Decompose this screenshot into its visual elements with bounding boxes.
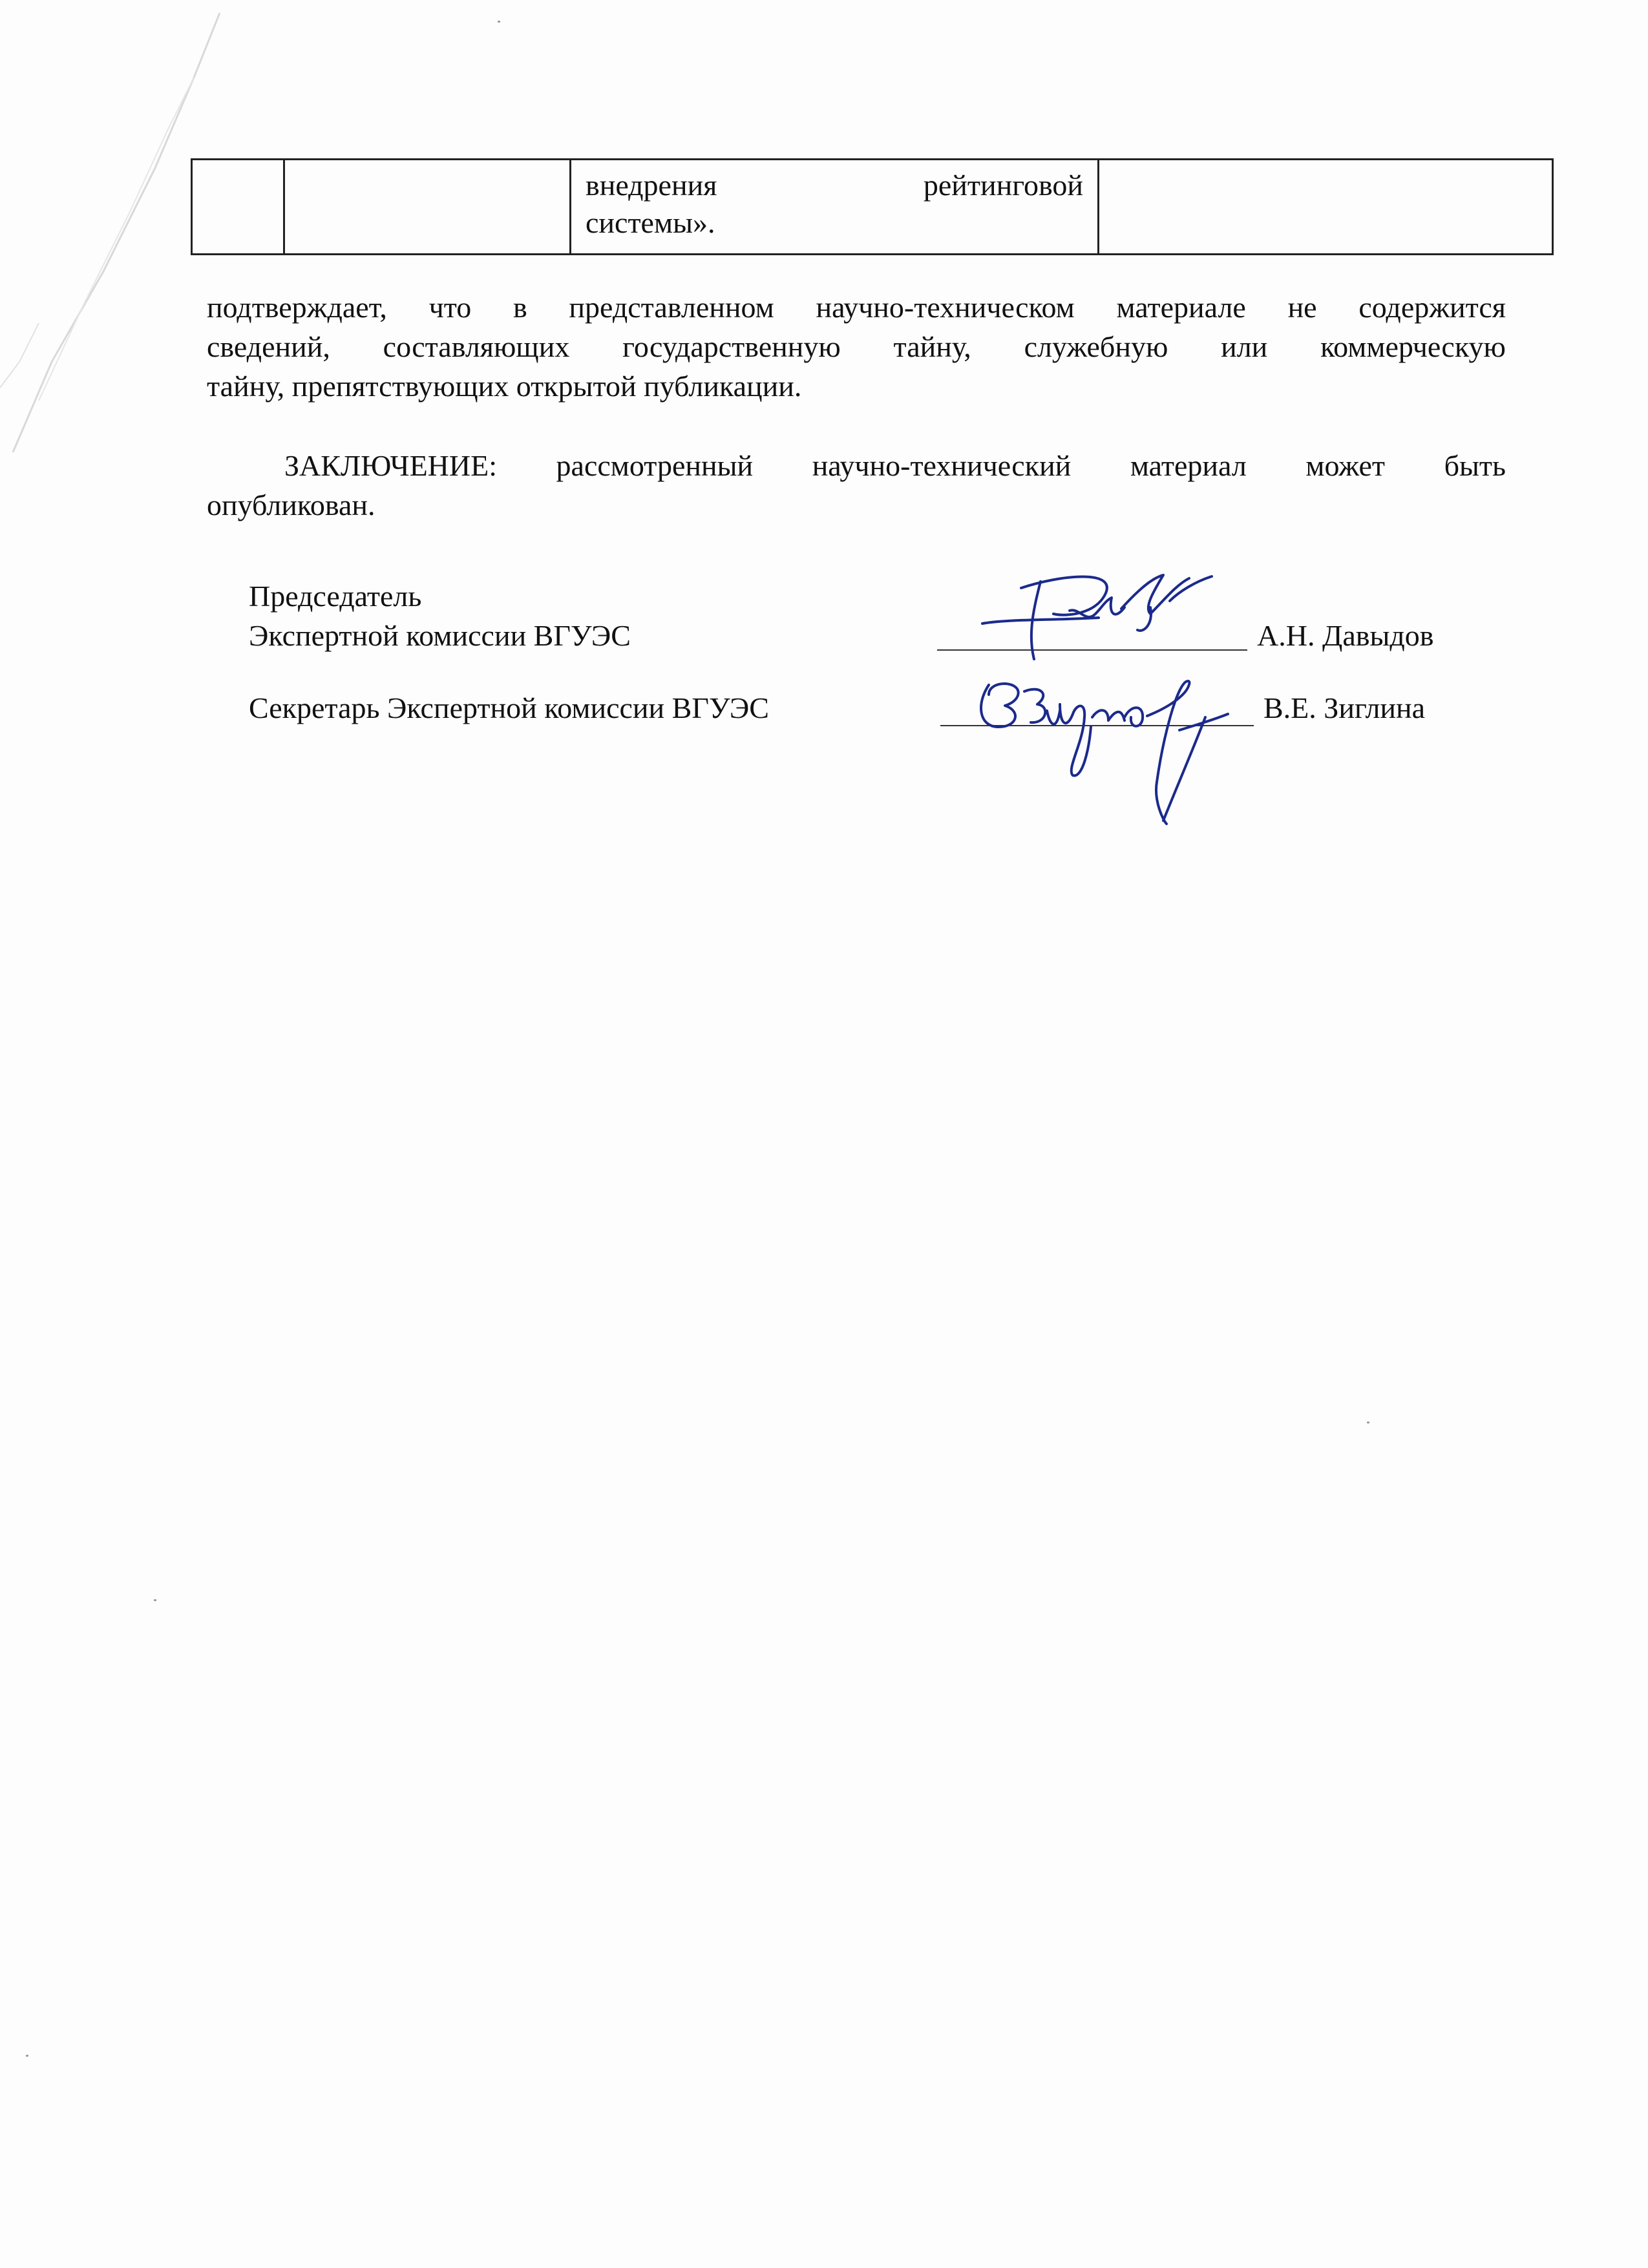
scan-speck	[498, 21, 500, 23]
word: не	[1287, 291, 1317, 324]
table-cell-line-1	[586, 167, 1083, 204]
secretary-name: В.Е. Зиглина	[1263, 691, 1426, 724]
word: сведений,	[207, 330, 330, 363]
word: может	[1305, 449, 1386, 482]
word: что	[428, 291, 472, 324]
word: в	[512, 291, 527, 324]
paragraph-line	[207, 327, 1506, 366]
paragraph-line	[207, 366, 1506, 406]
word: опубликован.	[207, 488, 375, 521]
table-cell-word: внедрения	[586, 169, 717, 202]
chair-name: А.Н. Давыдов	[1257, 619, 1434, 652]
chair-signature	[956, 562, 1241, 672]
word: представленном	[569, 291, 774, 324]
paragraph-line	[207, 446, 1506, 485]
word: тайну, препятствующих открытой публикации.	[207, 370, 802, 403]
word: материал	[1130, 449, 1247, 482]
word: ЗАКЛЮЧЕНИЕ:	[284, 449, 497, 482]
scan-speck	[1367, 1422, 1369, 1423]
word: или	[1221, 330, 1268, 363]
confirmation-paragraph	[207, 288, 1506, 406]
table-fragment	[191, 158, 1554, 255]
table-cell-notes	[1099, 160, 1553, 255]
secretary-signature-line	[940, 725, 1254, 726]
chair-title-line1: Председатель	[249, 580, 422, 613]
word: научно-технический	[812, 449, 1072, 482]
scan-speck	[154, 1599, 156, 1601]
conclusion-paragraph	[207, 446, 1506, 525]
word: составляющих	[383, 330, 570, 363]
secretary-title: Секретарь Экспертной комиссии ВГУЭС	[249, 691, 769, 724]
word: материале	[1116, 291, 1246, 324]
word: коммерческую	[1320, 330, 1506, 363]
word: государственную	[622, 330, 841, 363]
word: подтверждает,	[207, 291, 387, 324]
table-cell-line-2: системы».	[586, 206, 715, 239]
table-cell-title	[571, 160, 1099, 255]
scan-speck	[26, 2055, 28, 2057]
paragraph-line	[207, 288, 1506, 327]
paragraph-line	[207, 485, 1506, 525]
secretary-signature	[969, 666, 1254, 834]
word: служебную	[1024, 330, 1168, 363]
word: рассмотренный	[556, 449, 754, 482]
table-cell-number	[192, 160, 284, 255]
table-cell-word: рейтинговой	[923, 169, 1083, 202]
chair-title-line2: Экспертной комиссии ВГУЭС	[249, 619, 631, 652]
word: научно-техническом	[816, 291, 1075, 324]
chair-signature-line	[937, 649, 1247, 651]
word: содержится	[1358, 291, 1506, 324]
table-cell-author	[284, 160, 571, 255]
word: тайну,	[893, 330, 971, 363]
word: быть	[1444, 449, 1506, 482]
